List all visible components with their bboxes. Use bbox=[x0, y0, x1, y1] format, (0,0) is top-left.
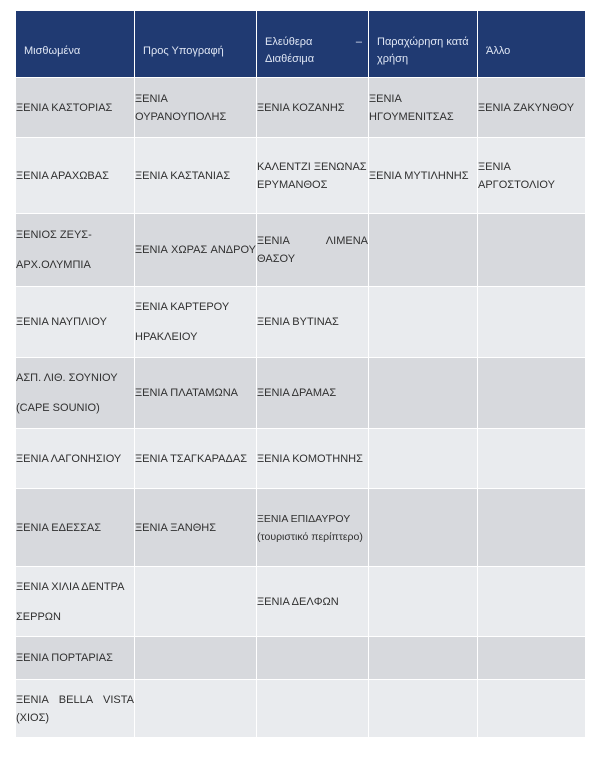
table-cell: ΞΕΝΙΑ ΚΑΣΤΟΡΙΑΣ bbox=[16, 78, 135, 138]
table-cell bbox=[369, 429, 478, 489]
table-cell bbox=[478, 358, 586, 429]
header-leased: Μισθωμένα bbox=[16, 11, 135, 78]
table-cell: ΞΕΝΙΑ ΒΥΤΙΝΑΣ bbox=[257, 287, 369, 358]
table-row bbox=[16, 214, 586, 287]
table-row bbox=[16, 680, 586, 738]
table-cell bbox=[478, 287, 586, 358]
header-to-be-signed: Προς Υπογραφή bbox=[135, 11, 257, 78]
table-cell: ΞΕΝΙΑ ΔΡΑΜΑΣ bbox=[257, 358, 369, 429]
table-cell: ΚΑΛΕΝΤΖΙ ΞΕΝΩΝΑΣ ΕΡΥΜΑΝΘΟΣ bbox=[257, 138, 369, 214]
table-cell bbox=[478, 429, 586, 489]
table-cell bbox=[478, 567, 586, 637]
table-cell: ΞΕΝΙΑ ΕΠΙΔΑΥΡΟΥ (τουριστικό περίπτερο) bbox=[257, 489, 369, 567]
table-cell: ΞΕΝΙΑ ΚΟΜΟΤΗΝΗΣ bbox=[257, 429, 369, 489]
table-cell: ΞΕΝΙΑ ΑΡΑΧΩΒΑΣ bbox=[16, 138, 135, 214]
table-cell: ΞΕΝΙΑ ΠΟΡΤΑΡΙΑΣ bbox=[16, 637, 135, 680]
table-cell: ΞΕΝΙΑ ΔΕΛΦΩΝ bbox=[257, 567, 369, 637]
header-other: Άλλο bbox=[478, 11, 586, 78]
table-cell: ΞΕΝΙΑ ΠΛΑΤΑΜΩΝΑ bbox=[135, 358, 257, 429]
table-cell bbox=[369, 680, 478, 738]
table-header bbox=[16, 11, 586, 78]
table-cell: ΞΕΝΙΑ ΗΓΟΥΜΕΝΙΤΣΑΣ bbox=[369, 78, 478, 138]
table-cell: ΞΕΝΙΑ ΛΙΜΕΝΑ ΘΑΣΟΥ bbox=[257, 214, 369, 287]
header-available: Ελεύθερα – Διαθέσιμα bbox=[257, 11, 369, 78]
table-cell: ΞΕΝΙΑ ΑΡΓΟΣΤΟΛΙΟΥ bbox=[478, 138, 586, 214]
table-cell bbox=[478, 637, 586, 680]
table-cell: ΞΕΝΙΑ ΟΥΡΑΝΟΥΠΟΛΗΣ bbox=[135, 78, 257, 138]
table-cell: ΞΕΝΙΟΣ ΖΕΥΣ-ΑΡΧ.ΟΛΥΜΠΙΑ bbox=[16, 214, 135, 287]
table-cell bbox=[257, 637, 369, 680]
table-cell: ΞΕΝΙΑ ΞΑΝΘΗΣ bbox=[135, 489, 257, 567]
table-cell bbox=[369, 287, 478, 358]
header-use-concession: Παραχώρηση κατά χρήση bbox=[369, 11, 478, 78]
table-row bbox=[16, 287, 586, 358]
table-cell: ΞΕΝΙΑ ΤΣΑΓΚΑΡΑΔΑΣ bbox=[135, 429, 257, 489]
table-cell: ΞΕΝΙΑ ΚΑΡΤΕΡΟΥ ΗΡΑΚΛΕΙΟΥ bbox=[135, 287, 257, 358]
table-cell: ΞΕΝΙΑ ΧΙΛΙΑ ΔΕΝΤΡΑ ΣΕΡΡΩΝ bbox=[16, 567, 135, 637]
table-row bbox=[16, 489, 586, 567]
table-cell: ΞΕΝΙΑ ΝΑΥΠΛΙΟΥ bbox=[16, 287, 135, 358]
table-cell: ΞΕΝΙΑ ΕΔΕΣΣΑΣ bbox=[16, 489, 135, 567]
table-cell: ΑΣΠ. ΛΙΘ. ΣΟΥΝΙΟΥ (CAPE SOUNIO) bbox=[16, 358, 135, 429]
table-row bbox=[16, 567, 586, 637]
table-row bbox=[16, 78, 586, 138]
table-cell bbox=[369, 489, 478, 567]
table-cell bbox=[369, 567, 478, 637]
table-cell: ΞΕΝΙΑ ΚΑΣΤΑΝΙΑΣ bbox=[135, 138, 257, 214]
table-cell bbox=[369, 358, 478, 429]
table-cell bbox=[257, 680, 369, 738]
table-row bbox=[16, 358, 586, 429]
table-cell bbox=[478, 489, 586, 567]
table-row bbox=[16, 138, 586, 214]
table-row bbox=[16, 429, 586, 489]
table-cell: ΞΕΝΙΑ ΛΑΓΟΝΗΣΙΟΥ bbox=[16, 429, 135, 489]
table-row bbox=[16, 637, 586, 680]
table-cell: ΞΕΝΙΑ ΧΩΡΑΣ ΑΝΔΡΟΥ bbox=[135, 214, 257, 287]
table-cell bbox=[135, 567, 257, 637]
table-cell: ΞΕΝΙΑ ΚΟΖΑΝΗΣ bbox=[257, 78, 369, 138]
table-cell bbox=[369, 214, 478, 287]
table-body bbox=[16, 78, 586, 738]
table-cell: ΞΕΝΙΑ ΜΥΤΙΛΗΝΗΣ bbox=[369, 138, 478, 214]
table-cell bbox=[135, 680, 257, 738]
properties-table bbox=[15, 10, 586, 738]
table-cell bbox=[135, 637, 257, 680]
table-cell: ΞΕΝΙΑ BELLA VISTA (ΧΙΟΣ) bbox=[16, 680, 135, 738]
table-cell bbox=[478, 680, 586, 738]
table-cell bbox=[369, 637, 478, 680]
header-row bbox=[16, 11, 586, 78]
table-cell: ΞΕΝΙΑ ΖΑΚΥΝΘΟΥ bbox=[478, 78, 586, 138]
table-cell bbox=[478, 214, 586, 287]
